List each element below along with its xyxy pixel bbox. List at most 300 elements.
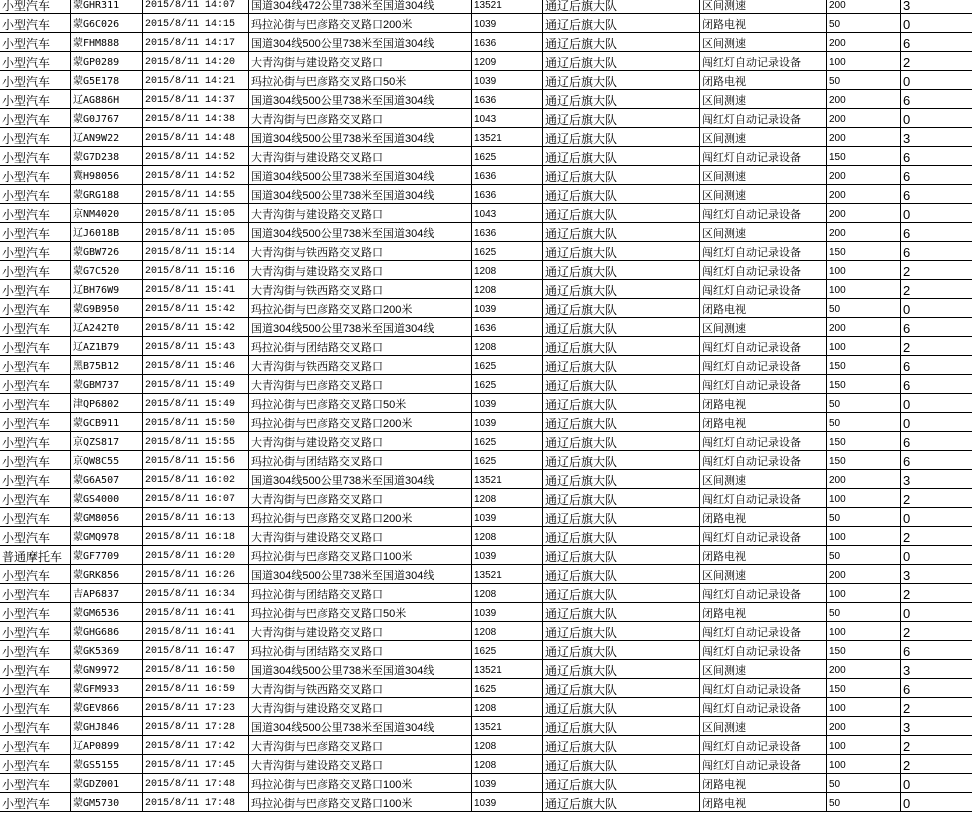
unit-cell[interactable]: 通辽后旗大队	[543, 147, 700, 166]
code-cell[interactable]: 1625	[472, 451, 543, 470]
vehicle-type-cell[interactable]: 小型汽车	[0, 413, 71, 432]
location-cell[interactable]: 大青沟街与建设路交叉路口	[249, 261, 472, 280]
device-cell[interactable]: 闯红灯自动记录设备	[700, 451, 827, 470]
device-cell[interactable]: 闯红灯自动记录设备	[700, 242, 827, 261]
speed-cell[interactable]: 150	[827, 356, 901, 375]
unit-cell[interactable]: 通辽后旗大队	[543, 755, 700, 774]
plate-number-cell[interactable]: 蒙GBM737	[71, 375, 143, 394]
unit-cell[interactable]: 通辽后旗大队	[543, 242, 700, 261]
plate-number-cell[interactable]: 辽AZ1B79	[71, 337, 143, 356]
speed-cell[interactable]: 150	[827, 451, 901, 470]
vehicle-type-cell[interactable]: 小型汽车	[0, 14, 71, 33]
location-cell[interactable]: 国道304线500公里738米至国道304线	[249, 90, 472, 109]
speed-cell[interactable]: 150	[827, 147, 901, 166]
device-cell[interactable]: 闯红灯自动记录设备	[700, 755, 827, 774]
unit-cell[interactable]: 通辽后旗大队	[543, 166, 700, 185]
vehicle-type-cell[interactable]: 小型汽车	[0, 565, 71, 584]
plate-number-cell[interactable]: 蒙G0J767	[71, 109, 143, 128]
device-cell[interactable]: 区间测速	[700, 0, 827, 14]
unit-cell[interactable]: 通辽后旗大队	[543, 280, 700, 299]
device-cell[interactable]: 闯红灯自动记录设备	[700, 622, 827, 641]
unit-cell[interactable]: 通辽后旗大队	[543, 128, 700, 147]
code-cell[interactable]: 1039	[472, 508, 543, 527]
location-cell[interactable]: 国道304线500公里738米至国道304线	[249, 470, 472, 489]
device-cell[interactable]: 闯红灯自动记录设备	[700, 527, 827, 546]
plate-number-cell[interactable]: 蒙GRK856	[71, 565, 143, 584]
time-cell[interactable]: 2015/8/11 15:42	[143, 299, 249, 318]
count-cell[interactable]: 2	[901, 489, 972, 508]
device-cell[interactable]: 闯红灯自动记录设备	[700, 52, 827, 71]
location-cell[interactable]: 玛拉沁街与巴彦路交叉路口100米	[249, 793, 472, 812]
plate-number-cell[interactable]: 蒙GM5730	[71, 793, 143, 812]
time-cell[interactable]: 2015/8/11 15:49	[143, 394, 249, 413]
code-cell[interactable]: 1208	[472, 337, 543, 356]
code-cell[interactable]: 1208	[472, 261, 543, 280]
code-cell[interactable]: 1625	[472, 242, 543, 261]
plate-number-cell[interactable]: 蒙G7C520	[71, 261, 143, 280]
speed-cell[interactable]: 50	[827, 774, 901, 793]
speed-cell[interactable]: 200	[827, 90, 901, 109]
speed-cell[interactable]: 100	[827, 584, 901, 603]
code-cell[interactable]: 1039	[472, 546, 543, 565]
time-cell[interactable]: 2015/8/11 17:42	[143, 736, 249, 755]
speed-cell[interactable]: 200	[827, 33, 901, 52]
location-cell[interactable]: 国道304线500公里738米至国道304线	[249, 565, 472, 584]
time-cell[interactable]: 2015/8/11 14:38	[143, 109, 249, 128]
count-cell[interactable]: 2	[901, 698, 972, 717]
count-cell[interactable]: 2	[901, 755, 972, 774]
device-cell[interactable]: 区间测速	[700, 470, 827, 489]
vehicle-type-cell[interactable]: 小型汽车	[0, 774, 71, 793]
speed-cell[interactable]: 200	[827, 565, 901, 584]
vehicle-type-cell[interactable]: 小型汽车	[0, 394, 71, 413]
location-cell[interactable]: 玛拉沁街与巴彦路交叉路口50米	[249, 603, 472, 622]
location-cell[interactable]: 国道304线500公里738米至国道304线	[249, 33, 472, 52]
count-cell[interactable]: 6	[901, 679, 972, 698]
time-cell[interactable]: 2015/8/11 15:46	[143, 356, 249, 375]
plate-number-cell[interactable]: 蒙GBW726	[71, 242, 143, 261]
speed-cell[interactable]: 200	[827, 185, 901, 204]
speed-cell[interactable]: 100	[827, 755, 901, 774]
plate-number-cell[interactable]: 辽J6018B	[71, 223, 143, 242]
unit-cell[interactable]: 通辽后旗大队	[543, 622, 700, 641]
speed-cell[interactable]: 50	[827, 394, 901, 413]
code-cell[interactable]: 1039	[472, 774, 543, 793]
unit-cell[interactable]: 通辽后旗大队	[543, 90, 700, 109]
unit-cell[interactable]: 通辽后旗大队	[543, 603, 700, 622]
unit-cell[interactable]: 通辽后旗大队	[543, 660, 700, 679]
speed-cell[interactable]: 100	[827, 527, 901, 546]
speed-cell[interactable]: 200	[827, 204, 901, 223]
device-cell[interactable]: 区间测速	[700, 660, 827, 679]
speed-cell[interactable]: 150	[827, 242, 901, 261]
location-cell[interactable]: 玛拉沁街与团结路交叉路口	[249, 641, 472, 660]
vehicle-type-cell[interactable]: 小型汽车	[0, 622, 71, 641]
vehicle-type-cell[interactable]: 小型汽车	[0, 147, 71, 166]
code-cell[interactable]: 13521	[472, 470, 543, 489]
time-cell[interactable]: 2015/8/11 14:37	[143, 90, 249, 109]
device-cell[interactable]: 闭路电视	[700, 71, 827, 90]
count-cell[interactable]: 0	[901, 546, 972, 565]
time-cell[interactable]: 2015/8/11 16:47	[143, 641, 249, 660]
device-cell[interactable]: 闯红灯自动记录设备	[700, 736, 827, 755]
time-cell[interactable]: 2015/8/11 14:48	[143, 128, 249, 147]
location-cell[interactable]: 大青沟街与铁西路交叉路口	[249, 242, 472, 261]
unit-cell[interactable]: 通辽后旗大队	[543, 793, 700, 812]
unit-cell[interactable]: 通辽后旗大队	[543, 641, 700, 660]
location-cell[interactable]: 大青沟街与巴彦路交叉路口	[249, 736, 472, 755]
time-cell[interactable]: 2015/8/11 15:41	[143, 280, 249, 299]
count-cell[interactable]: 0	[901, 413, 972, 432]
location-cell[interactable]: 国道304线500公里738米至国道304线	[249, 166, 472, 185]
plate-number-cell[interactable]: 蒙GMQ978	[71, 527, 143, 546]
vehicle-type-cell[interactable]: 小型汽车	[0, 223, 71, 242]
code-cell[interactable]: 1625	[472, 356, 543, 375]
speed-cell[interactable]: 200	[827, 109, 901, 128]
count-cell[interactable]: 2	[901, 280, 972, 299]
count-cell[interactable]: 0	[901, 71, 972, 90]
vehicle-type-cell[interactable]: 小型汽车	[0, 375, 71, 394]
location-cell[interactable]: 玛拉沁街与团结路交叉路口	[249, 451, 472, 470]
count-cell[interactable]: 6	[901, 90, 972, 109]
code-cell[interactable]: 13521	[472, 128, 543, 147]
unit-cell[interactable]: 通辽后旗大队	[543, 14, 700, 33]
speed-cell[interactable]: 50	[827, 508, 901, 527]
device-cell[interactable]: 区间测速	[700, 223, 827, 242]
vehicle-type-cell[interactable]: 小型汽车	[0, 318, 71, 337]
plate-number-cell[interactable]: 京NM4020	[71, 204, 143, 223]
time-cell[interactable]: 2015/8/11 15:56	[143, 451, 249, 470]
unit-cell[interactable]: 通辽后旗大队	[543, 375, 700, 394]
location-cell[interactable]: 玛拉沁街与团结路交叉路口	[249, 337, 472, 356]
speed-cell[interactable]: 50	[827, 546, 901, 565]
speed-cell[interactable]: 100	[827, 622, 901, 641]
speed-cell[interactable]: 150	[827, 375, 901, 394]
vehicle-type-cell[interactable]: 小型汽车	[0, 166, 71, 185]
device-cell[interactable]: 闯红灯自动记录设备	[700, 356, 827, 375]
plate-number-cell[interactable]: 蒙GK5369	[71, 641, 143, 660]
location-cell[interactable]: 国道304线500公里738米至国道304线	[249, 318, 472, 337]
code-cell[interactable]: 1636	[472, 33, 543, 52]
speed-cell[interactable]: 50	[827, 299, 901, 318]
plate-number-cell[interactable]: 蒙G9B950	[71, 299, 143, 318]
location-cell[interactable]: 大青沟街与巴彦路交叉路口	[249, 109, 472, 128]
speed-cell[interactable]: 100	[827, 280, 901, 299]
plate-number-cell[interactable]: 辽AG886H	[71, 90, 143, 109]
time-cell[interactable]: 2015/8/11 17:28	[143, 717, 249, 736]
vehicle-type-cell[interactable]: 小型汽车	[0, 755, 71, 774]
device-cell[interactable]: 闯红灯自动记录设备	[700, 489, 827, 508]
plate-number-cell[interactable]: 蒙FHM888	[71, 33, 143, 52]
count-cell[interactable]: 0	[901, 299, 972, 318]
plate-number-cell[interactable]: 蒙GEV866	[71, 698, 143, 717]
code-cell[interactable]: 1039	[472, 413, 543, 432]
device-cell[interactable]: 闯红灯自动记录设备	[700, 679, 827, 698]
time-cell[interactable]: 2015/8/11 17:48	[143, 774, 249, 793]
device-cell[interactable]: 闯红灯自动记录设备	[700, 109, 827, 128]
plate-number-cell[interactable]: 蒙G7D238	[71, 147, 143, 166]
unit-cell[interactable]: 通辽后旗大队	[543, 0, 700, 14]
vehicle-type-cell[interactable]: 小型汽车	[0, 185, 71, 204]
time-cell[interactable]: 2015/8/11 16:41	[143, 622, 249, 641]
location-cell[interactable]: 国道304线472公里738米至国道304线	[249, 0, 472, 14]
time-cell[interactable]: 2015/8/11 15:14	[143, 242, 249, 261]
location-cell[interactable]: 大青沟街与巴彦路交叉路口	[249, 489, 472, 508]
plate-number-cell[interactable]: 蒙G6C026	[71, 14, 143, 33]
device-cell[interactable]: 闭路电视	[700, 14, 827, 33]
unit-cell[interactable]: 通辽后旗大队	[543, 698, 700, 717]
device-cell[interactable]: 闯红灯自动记录设备	[700, 147, 827, 166]
speed-cell[interactable]: 100	[827, 489, 901, 508]
unit-cell[interactable]: 通辽后旗大队	[543, 413, 700, 432]
vehicle-type-cell[interactable]: 小型汽车	[0, 679, 71, 698]
code-cell[interactable]: 1208	[472, 584, 543, 603]
vehicle-type-cell[interactable]: 小型汽车	[0, 793, 71, 812]
plate-number-cell[interactable]: 蒙GM6536	[71, 603, 143, 622]
vehicle-type-cell[interactable]: 普通摩托车	[0, 546, 71, 565]
count-cell[interactable]: 0	[901, 774, 972, 793]
vehicle-type-cell[interactable]: 小型汽车	[0, 470, 71, 489]
plate-number-cell[interactable]: 蒙GN9972	[71, 660, 143, 679]
device-cell[interactable]: 区间测速	[700, 166, 827, 185]
plate-number-cell[interactable]: 蒙GS5155	[71, 755, 143, 774]
unit-cell[interactable]: 通辽后旗大队	[543, 584, 700, 603]
code-cell[interactable]: 1208	[472, 489, 543, 508]
device-cell[interactable]: 区间测速	[700, 318, 827, 337]
location-cell[interactable]: 玛拉沁街与巴彦路交叉路口100米	[249, 546, 472, 565]
speed-cell[interactable]: 100	[827, 736, 901, 755]
location-cell[interactable]: 大青沟街与建设路交叉路口	[249, 698, 472, 717]
device-cell[interactable]: 闯红灯自动记录设备	[700, 337, 827, 356]
unit-cell[interactable]: 通辽后旗大队	[543, 337, 700, 356]
speed-cell[interactable]: 200	[827, 660, 901, 679]
count-cell[interactable]: 3	[901, 128, 972, 147]
location-cell[interactable]: 国道304线500公里738米至国道304线	[249, 717, 472, 736]
count-cell[interactable]: 6	[901, 185, 972, 204]
speed-cell[interactable]: 200	[827, 128, 901, 147]
code-cell[interactable]: 1043	[472, 204, 543, 223]
location-cell[interactable]: 玛拉沁街与巴彦路交叉路口200米	[249, 413, 472, 432]
unit-cell[interactable]: 通辽后旗大队	[543, 109, 700, 128]
location-cell[interactable]: 玛拉沁街与巴彦路交叉路口200米	[249, 14, 472, 33]
speed-cell[interactable]: 150	[827, 432, 901, 451]
time-cell[interactable]: 2015/8/11 16:07	[143, 489, 249, 508]
count-cell[interactable]: 2	[901, 261, 972, 280]
plate-number-cell[interactable]: 蒙GFM933	[71, 679, 143, 698]
time-cell[interactable]: 2015/8/11 14:07	[143, 0, 249, 14]
plate-number-cell[interactable]: 蒙GHR311	[71, 0, 143, 14]
code-cell[interactable]: 1636	[472, 185, 543, 204]
count-cell[interactable]: 0	[901, 109, 972, 128]
location-cell[interactable]: 玛拉沁街与巴彦路交叉路口100米	[249, 774, 472, 793]
vehicle-type-cell[interactable]: 小型汽车	[0, 52, 71, 71]
time-cell[interactable]: 2015/8/11 14:21	[143, 71, 249, 90]
speed-cell[interactable]: 150	[827, 641, 901, 660]
count-cell[interactable]: 6	[901, 242, 972, 261]
time-cell[interactable]: 2015/8/11 15:05	[143, 223, 249, 242]
plate-number-cell[interactable]: 辽AN9W22	[71, 128, 143, 147]
code-cell[interactable]: 1636	[472, 223, 543, 242]
unit-cell[interactable]: 通辽后旗大队	[543, 679, 700, 698]
location-cell[interactable]: 玛拉沁街与巴彦路交叉路口200米	[249, 299, 472, 318]
vehicle-type-cell[interactable]: 小型汽车	[0, 717, 71, 736]
unit-cell[interactable]: 通辽后旗大队	[543, 546, 700, 565]
device-cell[interactable]: 区间测速	[700, 33, 827, 52]
location-cell[interactable]: 大青沟街与巴彦路交叉路口	[249, 375, 472, 394]
location-cell[interactable]: 大青沟街与建设路交叉路口	[249, 52, 472, 71]
code-cell[interactable]: 13521	[472, 0, 543, 14]
time-cell[interactable]: 2015/8/11 15:16	[143, 261, 249, 280]
device-cell[interactable]: 区间测速	[700, 185, 827, 204]
device-cell[interactable]: 区间测速	[700, 128, 827, 147]
unit-cell[interactable]: 通辽后旗大队	[543, 394, 700, 413]
unit-cell[interactable]: 通辽后旗大队	[543, 185, 700, 204]
time-cell[interactable]: 2015/8/11 14:55	[143, 185, 249, 204]
code-cell[interactable]: 1039	[472, 71, 543, 90]
location-cell[interactable]: 玛拉沁街与巴彦路交叉路口50米	[249, 394, 472, 413]
vehicle-type-cell[interactable]: 小型汽车	[0, 33, 71, 52]
unit-cell[interactable]: 通辽后旗大队	[543, 223, 700, 242]
unit-cell[interactable]: 通辽后旗大队	[543, 489, 700, 508]
code-cell[interactable]: 13521	[472, 660, 543, 679]
code-cell[interactable]: 13521	[472, 717, 543, 736]
code-cell[interactable]: 1636	[472, 318, 543, 337]
plate-number-cell[interactable]: 蒙G5E178	[71, 71, 143, 90]
count-cell[interactable]: 2	[901, 584, 972, 603]
speed-cell[interactable]: 50	[827, 413, 901, 432]
speed-cell[interactable]: 200	[827, 470, 901, 489]
speed-cell[interactable]: 200	[827, 0, 901, 14]
count-cell[interactable]: 0	[901, 14, 972, 33]
vehicle-type-cell[interactable]: 小型汽车	[0, 527, 71, 546]
vehicle-type-cell[interactable]: 小型汽车	[0, 584, 71, 603]
plate-number-cell[interactable]: 蒙GF7709	[71, 546, 143, 565]
count-cell[interactable]: 6	[901, 166, 972, 185]
vehicle-type-cell[interactable]: 小型汽车	[0, 71, 71, 90]
vehicle-type-cell[interactable]: 小型汽车	[0, 109, 71, 128]
speed-cell[interactable]: 200	[827, 166, 901, 185]
unit-cell[interactable]: 通辽后旗大队	[543, 356, 700, 375]
plate-number-cell[interactable]: 吉AP6837	[71, 584, 143, 603]
unit-cell[interactable]: 通辽后旗大队	[543, 33, 700, 52]
speed-cell[interactable]: 50	[827, 603, 901, 622]
unit-cell[interactable]: 通辽后旗大队	[543, 527, 700, 546]
count-cell[interactable]: 0	[901, 204, 972, 223]
speed-cell[interactable]: 200	[827, 717, 901, 736]
vehicle-type-cell[interactable]: 小型汽车	[0, 261, 71, 280]
plate-number-cell[interactable]: 京QZS817	[71, 432, 143, 451]
speed-cell[interactable]: 200	[827, 318, 901, 337]
device-cell[interactable]: 闯红灯自动记录设备	[700, 641, 827, 660]
location-cell[interactable]: 国道304线500公里738米至国道304线	[249, 128, 472, 147]
vehicle-type-cell[interactable]: 小型汽车	[0, 204, 71, 223]
code-cell[interactable]: 1209	[472, 52, 543, 71]
time-cell[interactable]: 2015/8/11 14:20	[143, 52, 249, 71]
unit-cell[interactable]: 通辽后旗大队	[543, 318, 700, 337]
vehicle-type-cell[interactable]: 小型汽车	[0, 736, 71, 755]
unit-cell[interactable]: 通辽后旗大队	[543, 736, 700, 755]
count-cell[interactable]: 3	[901, 565, 972, 584]
code-cell[interactable]: 1625	[472, 432, 543, 451]
device-cell[interactable]: 区间测速	[700, 90, 827, 109]
device-cell[interactable]: 区间测速	[700, 717, 827, 736]
location-cell[interactable]: 大青沟街与建设路交叉路口	[249, 432, 472, 451]
location-cell[interactable]: 国道304线500公里738米至国道304线	[249, 223, 472, 242]
device-cell[interactable]: 闭路电视	[700, 603, 827, 622]
count-cell[interactable]: 6	[901, 147, 972, 166]
count-cell[interactable]: 6	[901, 318, 972, 337]
time-cell[interactable]: 2015/8/11 15:49	[143, 375, 249, 394]
location-cell[interactable]: 大青沟街与建设路交叉路口	[249, 147, 472, 166]
device-cell[interactable]: 闯红灯自动记录设备	[700, 261, 827, 280]
code-cell[interactable]: 1625	[472, 375, 543, 394]
plate-number-cell[interactable]: 辽BH76W9	[71, 280, 143, 299]
count-cell[interactable]: 6	[901, 33, 972, 52]
time-cell[interactable]: 2015/8/11 16:13	[143, 508, 249, 527]
count-cell[interactable]: 2	[901, 736, 972, 755]
unit-cell[interactable]: 通辽后旗大队	[543, 299, 700, 318]
speed-cell[interactable]: 50	[827, 793, 901, 812]
count-cell[interactable]: 3	[901, 0, 972, 14]
device-cell[interactable]: 闭路电视	[700, 394, 827, 413]
vehicle-type-cell[interactable]: 小型汽车	[0, 660, 71, 679]
time-cell[interactable]: 2015/8/11 14:15	[143, 14, 249, 33]
count-cell[interactable]: 0	[901, 793, 972, 812]
speed-cell[interactable]: 100	[827, 261, 901, 280]
time-cell[interactable]: 2015/8/11 16:59	[143, 679, 249, 698]
vehicle-type-cell[interactable]: 小型汽车	[0, 489, 71, 508]
location-cell[interactable]: 玛拉沁街与巴彦路交叉路口200米	[249, 508, 472, 527]
unit-cell[interactable]: 通辽后旗大队	[543, 565, 700, 584]
time-cell[interactable]: 2015/8/11 15:05	[143, 204, 249, 223]
speed-cell[interactable]: 100	[827, 698, 901, 717]
vehicle-type-cell[interactable]: 小型汽车	[0, 603, 71, 622]
time-cell[interactable]: 2015/8/11 16:02	[143, 470, 249, 489]
device-cell[interactable]: 闯红灯自动记录设备	[700, 204, 827, 223]
count-cell[interactable]: 6	[901, 432, 972, 451]
vehicle-type-cell[interactable]: 小型汽车	[0, 90, 71, 109]
count-cell[interactable]: 3	[901, 470, 972, 489]
speed-cell[interactable]: 100	[827, 52, 901, 71]
code-cell[interactable]: 1208	[472, 736, 543, 755]
device-cell[interactable]: 闭路电视	[700, 774, 827, 793]
vehicle-type-cell[interactable]: 小型汽车	[0, 432, 71, 451]
device-cell[interactable]: 区间测速	[700, 565, 827, 584]
time-cell[interactable]: 2015/8/11 16:20	[143, 546, 249, 565]
device-cell[interactable]: 闯红灯自动记录设备	[700, 584, 827, 603]
code-cell[interactable]: 1625	[472, 147, 543, 166]
count-cell[interactable]: 6	[901, 356, 972, 375]
location-cell[interactable]: 大青沟街与铁西路交叉路口	[249, 679, 472, 698]
time-cell[interactable]: 2015/8/11 16:18	[143, 527, 249, 546]
time-cell[interactable]: 2015/8/11 16:50	[143, 660, 249, 679]
code-cell[interactable]: 1039	[472, 603, 543, 622]
plate-number-cell[interactable]: 黑B75B12	[71, 356, 143, 375]
code-cell[interactable]: 1636	[472, 166, 543, 185]
location-cell[interactable]: 玛拉沁街与巴彦路交叉路口50米	[249, 71, 472, 90]
device-cell[interactable]: 闭路电视	[700, 413, 827, 432]
speed-cell[interactable]: 100	[827, 337, 901, 356]
device-cell[interactable]: 闭路电视	[700, 299, 827, 318]
count-cell[interactable]: 6	[901, 375, 972, 394]
code-cell[interactable]: 1039	[472, 793, 543, 812]
plate-number-cell[interactable]: 蒙GM8056	[71, 508, 143, 527]
code-cell[interactable]: 13521	[472, 565, 543, 584]
count-cell[interactable]: 2	[901, 622, 972, 641]
plate-number-cell[interactable]: 辽AP0899	[71, 736, 143, 755]
plate-number-cell[interactable]: 蒙GRG188	[71, 185, 143, 204]
time-cell[interactable]: 2015/8/11 14:52	[143, 147, 249, 166]
